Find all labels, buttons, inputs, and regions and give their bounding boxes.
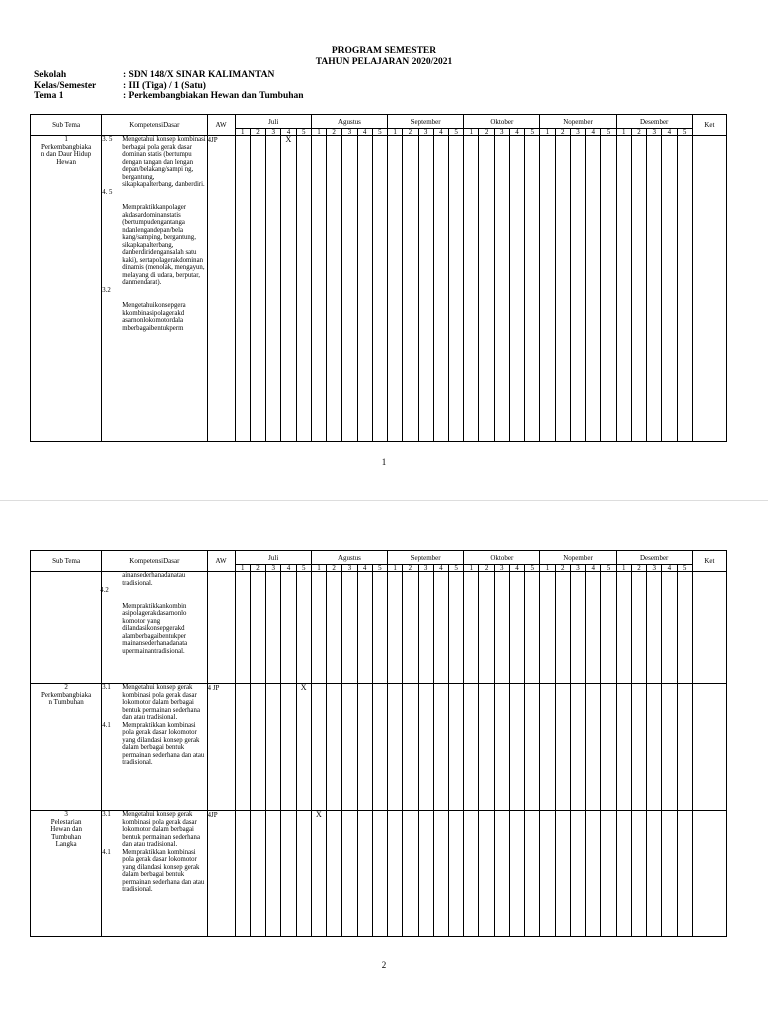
week-cell [540,572,555,684]
month-header-desember: Desember [616,115,692,129]
aw-cell [207,572,235,684]
week-cell [494,572,509,684]
week-cell [525,572,540,684]
week-cell [540,811,555,937]
week-header: 2 [631,565,646,572]
week-cell [494,684,509,811]
week-cell [388,136,403,442]
week-header: 4 [357,565,372,572]
week-cell [479,572,494,684]
week-header: 1 [464,129,479,136]
page-number-2: 2 [381,960,387,970]
month-header-september: September [388,115,464,129]
week-cell [235,572,250,684]
week-header: 5 [677,565,692,572]
week-cell [677,136,692,442]
week-cell [388,811,403,937]
week-cell [327,811,342,937]
week-cell [235,684,250,811]
week-cell [418,684,433,811]
week-cell [311,572,326,684]
week-header: 5 [525,129,540,136]
week-header: 3 [266,565,281,572]
week-cell [266,684,281,811]
table-row [31,136,727,442]
kd-cell: ainansederhanadanatau tradisional. 4.2 Mempraktikkankombin asipolagerakdasarnonlo komotor yang dilandasikonsepgerakd alamberbagaibentukper mainansederhanadanata upermainantradisional. [102,572,207,684]
week-cell [616,136,631,442]
week-header: 5 [372,129,387,136]
week-cell [677,572,692,684]
week-cell [266,811,281,937]
kd-cell: 3.1 Mengetahui konsep gerak kombinasi pola gerak dasar lokomotor dalam berbagai bentuk permainan sederhana dan atau tradisional. 4.1 Mempraktikkan kombinasi pola gerak dasar lokomotor yang dilandasi konsep gerak dalam berbagai bentuk permainan sederhana dan atau tradisional. [102,811,207,937]
week-cell [631,572,646,684]
week-header: 2 [479,129,494,136]
week-header: 1 [464,565,479,572]
week-cell [479,136,494,442]
week-cell [403,811,418,937]
table-row [31,684,727,811]
week-cell [509,136,524,442]
week-cell [509,811,524,937]
week-cell [372,811,387,937]
week-cell [494,811,509,937]
page-2 [0,500,768,1025]
schedule-mark: X [311,811,326,937]
kd-cell: 3. 5 Mengetahui konsep kombinasi berbagai pola gerak dasar dominan statis (bertumpu dengan tangan dan lengan depan/belakang/sampi ng, bergantung, sikapkapalterbang, danberdiri. 4. 5 Mempraktikkanpolager akdasardominanstatis (bertumpudengantanga ndanlengandepan/bela kang/samping, bergantung, sikapkapalterbang, danberdiridengansalah satu kaki), sertapolagerakdominan dinamis (menolak, mengayun, melayang di udara, berputar, danmendarat). 3.2 Mengetahuikonsepgera kkombinasipolagerakd asarnonlokomotordala mberbagaibentukperm [102,136,207,442]
week-header: 1 [616,565,631,572]
info-kelas: Kelas/Semester : III (Tiga) / 1 (Satu) [34,80,206,91]
week-header: 5 [677,129,692,136]
week-cell [586,811,601,937]
subtema-cell [31,572,102,684]
week-cell [372,136,387,442]
aw-cell: 4 JP [207,684,235,811]
week-cell [372,684,387,811]
week-header: 5 [448,129,463,136]
kd-cell: 3.1 Mengetahui konsep gerak kombinasi pola gerak dasar lokomotor dalam berbagai bentuk permainan sederhana dan atau tradisional. 4.1 Mempraktikkan kombinasi pola gerak dasar lokomotor yang dilandasi konsep gerak dalam berbagai bentuk permainan sederhana dan atau tradisional. [102,684,207,811]
week-cell [601,811,616,937]
week-header: 1 [235,565,250,572]
col-kd: KompetensiDasar [102,551,207,572]
week-header: 5 [525,565,540,572]
month-header-juli: Juli [235,551,311,565]
table-row [31,811,727,937]
week-cell [494,136,509,442]
month-header-nopember: Nopember [540,551,616,565]
schedule-mark: X [296,684,311,811]
week-header: 4 [433,565,448,572]
week-header: 3 [418,129,433,136]
week-cell [601,136,616,442]
week-header: 1 [616,129,631,136]
week-cell [631,811,646,937]
week-header: 5 [601,129,616,136]
week-cell [647,811,662,937]
week-cell [555,811,570,937]
week-cell [266,572,281,684]
week-cell [570,136,585,442]
week-header: 1 [311,129,326,136]
week-cell [281,811,296,937]
col-subtema: Sub Tema [31,115,102,136]
table-row [31,572,727,684]
week-cell [372,572,387,684]
aw-cell: 4JP [207,811,235,937]
week-cell [570,572,585,684]
week-cell [601,572,616,684]
week-cell [235,136,250,442]
week-cell [540,684,555,811]
col-kd: KompetensiDasar [102,115,207,136]
week-cell [448,811,463,937]
week-cell [448,572,463,684]
semester-table-2 [30,550,727,937]
week-cell [631,136,646,442]
week-header: 1 [388,565,403,572]
ket-cell [692,684,726,811]
week-cell [357,136,372,442]
week-cell [662,811,677,937]
week-header: 4 [662,565,677,572]
week-header: 1 [540,129,555,136]
week-cell [433,572,448,684]
week-cell [342,572,357,684]
subtema-cell: 1 Perkembangbiaka n dan Daur Hidup Hewan [31,136,102,442]
week-cell [570,811,585,937]
week-cell [586,136,601,442]
week-cell [647,572,662,684]
week-cell [616,572,631,684]
page-1 [0,0,768,500]
week-cell [266,136,281,442]
week-cell [509,684,524,811]
week-header: 5 [448,565,463,572]
week-cell [296,572,311,684]
week-header: 3 [342,129,357,136]
month-header-desember: Desember [616,551,692,565]
week-cell [586,684,601,811]
week-header: 1 [235,129,250,136]
week-cell [448,136,463,442]
week-header: 3 [570,565,585,572]
week-cell [616,684,631,811]
week-header: 2 [327,565,342,572]
week-cell [433,811,448,937]
col-aw: AW [207,551,235,572]
month-header-agustus: Agustus [311,551,387,565]
week-cell [250,572,265,684]
week-header: 3 [494,565,509,572]
schedule-mark: X [281,136,296,442]
week-cell [647,136,662,442]
week-cell [388,572,403,684]
week-header: 2 [403,129,418,136]
week-cell [250,811,265,937]
week-cell [677,811,692,937]
week-cell [464,572,479,684]
col-aw: AW [207,115,235,136]
info-tema: Tema 1 : Perkembangbiakan Hewan dan Tumbuhan [34,91,304,101]
week-cell [540,136,555,442]
doc-subtitle: TAHUN PELAJARAN 2020/2021 [315,57,453,67]
week-cell [388,684,403,811]
week-cell [357,811,372,937]
col-ket: Ket [692,551,726,572]
week-header: 4 [281,129,296,136]
col-subtema: Sub Tema [31,551,102,572]
page-number-1: 1 [381,457,387,467]
week-cell [403,684,418,811]
week-header: 2 [327,129,342,136]
week-header: 5 [296,565,311,572]
week-cell [342,136,357,442]
week-cell [327,684,342,811]
month-header-agustus: Agustus [311,115,387,129]
week-header: 2 [250,129,265,136]
week-header: 2 [403,565,418,572]
subtema-cell: 2 Perkembangbiaka n Tumbuhan [31,684,102,811]
week-cell [357,684,372,811]
week-cell [525,811,540,937]
week-cell [525,136,540,442]
week-header: 3 [266,129,281,136]
month-header-nopember: Nopember [540,115,616,129]
week-cell [662,684,677,811]
doc-title: PROGRAM SEMESTER [331,46,437,56]
week-cell [433,684,448,811]
info-sekolah: Sekolah : SDN 148/X SINAR KALIMANTAN [34,70,275,80]
week-cell [555,136,570,442]
week-cell [647,684,662,811]
week-cell [327,136,342,442]
week-header: 3 [342,565,357,572]
month-header-oktober: Oktober [464,115,540,129]
week-header: 5 [601,565,616,572]
week-cell [616,811,631,937]
week-cell [662,572,677,684]
week-cell [555,572,570,684]
week-cell [357,572,372,684]
week-header: 1 [311,565,326,572]
week-cell [509,572,524,684]
month-header-september: September [388,551,464,565]
month-header-juli: Juli [235,115,311,129]
week-cell [403,572,418,684]
week-cell [555,684,570,811]
week-cell [418,136,433,442]
week-cell [296,811,311,937]
week-cell [479,811,494,937]
week-cell [418,811,433,937]
week-cell [250,136,265,442]
week-cell [418,572,433,684]
week-header: 2 [555,565,570,572]
week-cell [479,684,494,811]
week-cell [448,684,463,811]
week-header: 5 [296,129,311,136]
week-cell [464,811,479,937]
week-cell [342,811,357,937]
week-header: 4 [509,129,524,136]
week-header: 4 [586,129,601,136]
week-cell [235,811,250,937]
week-cell [281,684,296,811]
info-block [34,70,304,102]
subtema-cell: 3 Pelestarian Hewan dan Tumbuhan Langka [31,811,102,937]
week-cell [525,684,540,811]
week-cell [250,684,265,811]
week-header: 2 [631,129,646,136]
week-cell [433,136,448,442]
week-cell [311,136,326,442]
ket-cell [692,811,726,937]
week-header: 1 [388,129,403,136]
week-header: 2 [250,565,265,572]
week-header: 4 [509,565,524,572]
ket-cell [692,136,726,442]
week-header: 5 [372,565,387,572]
week-cell [464,684,479,811]
week-cell [570,684,585,811]
week-header: 3 [494,129,509,136]
col-ket: Ket [692,115,726,136]
week-header: 4 [662,129,677,136]
week-cell [586,572,601,684]
week-cell [296,136,311,442]
aw-cell: 4JP [207,136,235,442]
week-header: 4 [586,565,601,572]
week-cell [601,684,616,811]
week-header: 4 [357,129,372,136]
semester-table-1 [30,114,727,442]
week-cell [281,572,296,684]
week-header: 2 [555,129,570,136]
month-header-oktober: Oktober [464,551,540,565]
week-cell [327,572,342,684]
week-cell [403,136,418,442]
week-header: 4 [433,129,448,136]
week-cell [631,684,646,811]
week-header: 3 [418,565,433,572]
ket-cell [692,572,726,684]
week-header: 3 [647,129,662,136]
week-header: 1 [540,565,555,572]
week-cell [342,684,357,811]
week-cell [677,684,692,811]
week-header: 4 [281,565,296,572]
week-cell [311,684,326,811]
week-cell [662,136,677,442]
week-header: 3 [570,129,585,136]
week-header: 2 [479,565,494,572]
week-header: 3 [647,565,662,572]
week-cell [464,136,479,442]
